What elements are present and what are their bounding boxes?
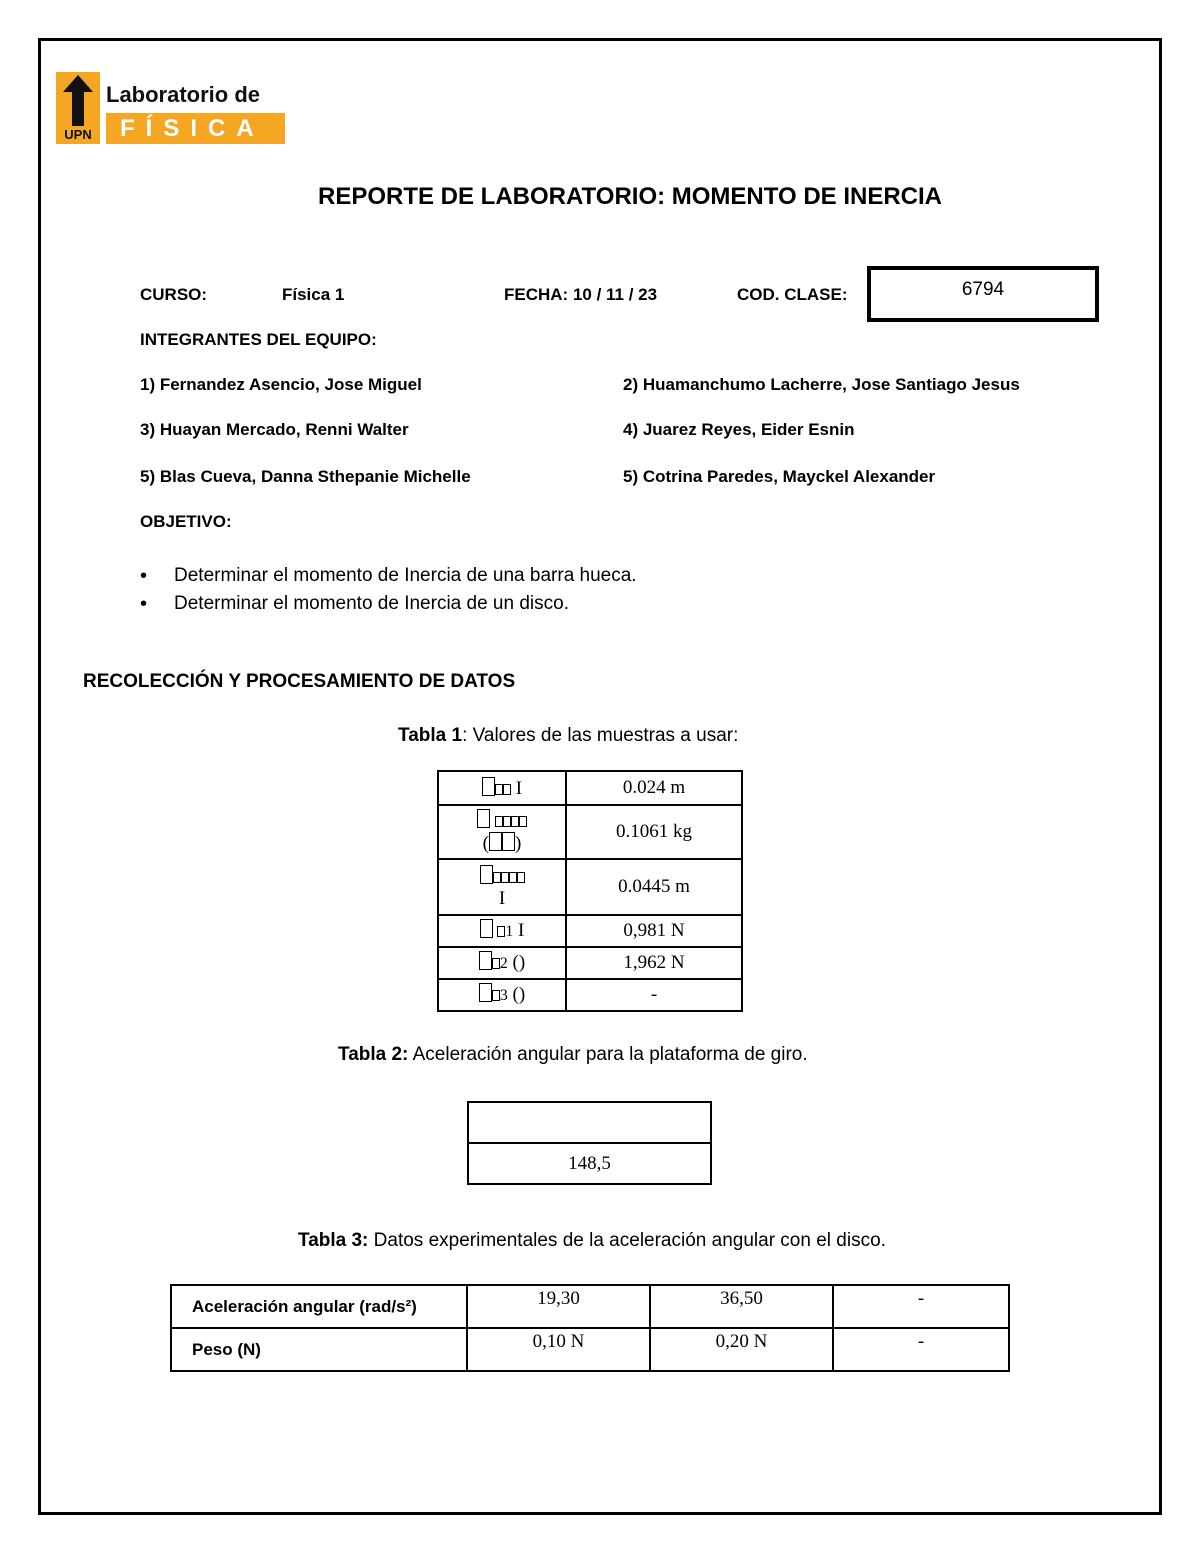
table1-subscript: 2 xyxy=(499,955,508,972)
table1-caption xyxy=(398,725,738,747)
table1-caption-text: : Valores de las muestras a usar: xyxy=(462,725,739,746)
table3-cell: 0,10 N xyxy=(467,1328,650,1371)
table3-caption-text: Datos experimentales de la aceleración angular con el disco. xyxy=(368,1230,886,1251)
logo-text: Laboratorio de xyxy=(106,82,261,107)
section-heading: RECOLECCIÓN Y PROCESAMIENTO DE DATOS xyxy=(83,671,516,692)
table1-key: I xyxy=(438,771,566,805)
table-row xyxy=(171,1285,1009,1328)
table2 xyxy=(467,1101,712,1185)
table1-subscript: 1 xyxy=(505,923,514,940)
table-row xyxy=(171,1328,1009,1371)
table3-cell: - xyxy=(833,1328,1009,1371)
table3-cell: 0,20 N xyxy=(650,1328,833,1371)
table1-subscript: 3 xyxy=(499,987,508,1004)
table1 xyxy=(437,770,743,1012)
table-row xyxy=(438,805,742,859)
page-title: REPORTE DE LABORATORIO: MOMENTO DE INERCIA xyxy=(317,183,943,210)
team-label: INTEGRANTES DEL EQUIPO: xyxy=(140,330,377,349)
table1-value: 0.0445 m xyxy=(566,859,742,915)
team-member: 1) Fernandez Asencio, Jose Miguel xyxy=(140,375,422,394)
table1-value: 0.1061 kg xyxy=(566,805,742,859)
objective-list xyxy=(140,562,637,618)
table3-caption xyxy=(298,1230,886,1252)
table1-key: I xyxy=(438,859,566,915)
table1-key: 1 I xyxy=(438,915,566,947)
objective-item: • Determinar el momento de Inercia de una barra hueca. xyxy=(140,562,637,590)
table-row xyxy=(438,859,742,915)
table3-caption-bold: Tabla 3: xyxy=(298,1230,369,1251)
table-row xyxy=(468,1143,711,1184)
team-member: 2) Huamanchumo Lacherre, Jose Santiago Jesus xyxy=(623,375,1020,394)
table-row xyxy=(438,771,742,805)
logo-fisica: FÍSICA xyxy=(106,113,285,144)
team-member: 4) Juarez Reyes, Eider Esnin xyxy=(623,420,855,439)
table-row xyxy=(438,979,742,1011)
cod-clase-box: 6794 xyxy=(867,266,1099,322)
table1-key: ( ) xyxy=(438,805,566,859)
team-member: 5) Cotrina Paredes, Mayckel Alexander xyxy=(623,467,936,486)
objective-label: OBJETIVO: xyxy=(140,512,232,531)
table2-caption-bold: Tabla 2: xyxy=(338,1044,409,1065)
team-member: 3) Huayan Mercado, Renni Walter xyxy=(140,420,409,439)
table2-caption-text: Aceleración angular para la plataforma de giro. xyxy=(408,1044,808,1065)
team-member: 5) Blas Cueva, Danna Sthepanie Michelle xyxy=(140,467,471,486)
table2-value: 148,5 xyxy=(468,1143,711,1184)
table-row xyxy=(438,915,742,947)
table3-row-header: Peso (N) xyxy=(171,1328,467,1371)
table1-value: 1,962 N xyxy=(566,947,742,979)
table1-value: 0.024 m xyxy=(566,771,742,805)
table1-value: 0,981 N xyxy=(566,915,742,947)
upn-logo-icon xyxy=(56,72,100,144)
table1-key: 3 () xyxy=(438,979,566,1011)
table1-key: 2 () xyxy=(438,947,566,979)
fecha-label: FECHA: 10 / 11 / 23 xyxy=(504,285,658,304)
table1-value: - xyxy=(566,979,742,1011)
table-row xyxy=(468,1102,711,1143)
curso-value: Física 1 xyxy=(282,285,345,304)
curso-label: CURSO: xyxy=(140,285,208,304)
table3-cell: 19,30 xyxy=(467,1285,650,1328)
table3 xyxy=(170,1284,1010,1372)
table3-cell: - xyxy=(833,1285,1009,1328)
table3-cell: 36,50 xyxy=(650,1285,833,1328)
table1-caption-bold: Tabla 1 xyxy=(398,725,463,746)
table2-header-cell xyxy=(468,1102,711,1143)
table2-caption xyxy=(338,1044,808,1066)
table3-row-header: Aceleración angular (rad/s²) xyxy=(171,1285,467,1328)
objective-item: • Determinar el momento de Inercia de un disco. xyxy=(140,590,637,618)
table-row xyxy=(438,947,742,979)
cod-label: COD. CLASE: xyxy=(737,285,848,304)
svg-text:UPN: UPN xyxy=(64,127,92,142)
